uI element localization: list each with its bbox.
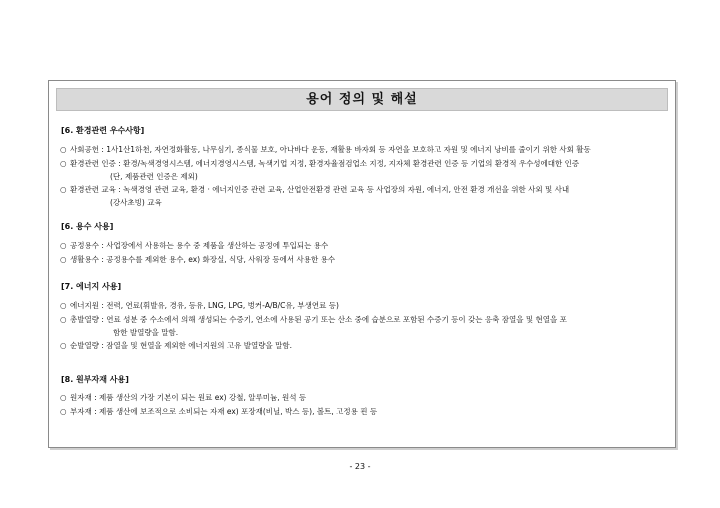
list-item-text: 순발열량 : 잠열을 및 현열을 제외한 에너지원의 고유 발열량을 말함. [70, 341, 292, 350]
list-item-text: 생활용수 : 공정용수를 제외한 용수, ex) 화장실, 식당, 사워장 등에서 사용한 용수 [70, 255, 336, 264]
list-item-continuation: (강사초빙) 교육 [110, 198, 162, 207]
list-item [60, 241, 328, 251]
list-item [60, 341, 292, 351]
bullet-icon: ○ [60, 159, 67, 168]
list-item-continuation: 함한 발열량을 말함. [113, 328, 179, 337]
list-item-text: 부자재 : 제품 생산에 보조적으로 소비되는 자재 ex) 포장재(비닐, 박스 등), 볼트, 고정용 핀 등 [70, 407, 378, 416]
list-item-text: 원자재 : 제품 생산의 가장 기본이 되는 원료 ex) 강철, 알루미늄, 원석 등 [70, 393, 307, 402]
bullet-icon: ○ [60, 407, 67, 416]
list-item-text: 에너지원 : 전력, 연료(휘발유, 경유, 등유, LNG, LPG, 벙커-A/B/C유, 부생연료 등) [70, 301, 339, 310]
list-item [60, 315, 567, 325]
section-heading: [7. 에너지 사용] [61, 282, 122, 291]
list-item-text: 환경관련 교육 : 녹색경영 관련 교육, 환경 · 에너지인증 관련 교육, 산업안전환경 관련 교육 등 사업장의 자원, 에너지, 안전 환경 개선을 위한 사외 및 사내 [70, 185, 570, 194]
list-item-text: 공정용수 : 사업장에서 사용하는 용수 중 제품을 생산하는 공정에 투입되는 용수 [70, 241, 329, 250]
bullet-icon: ○ [60, 301, 67, 310]
list-item-text: 사회공헌 : 1사1산1하천, 자연정화활동, 나무심기, 종식물 보호, 아나바다 운동, 재활용 바자회 등 자연을 보호하고 자원 및 에너지 낭비를 줄이기 위한 사회 활동 [70, 145, 591, 154]
list-item [60, 393, 306, 403]
section-heading: [8. 원부자재 사용] [61, 375, 129, 384]
page-number: - 23 - [349, 462, 371, 471]
section-heading: [6. 환경관련 우수사항] [61, 126, 145, 135]
list-item [60, 255, 335, 265]
bullet-icon: ○ [60, 255, 67, 264]
list-item [60, 301, 339, 311]
bullet-icon: ○ [60, 393, 67, 402]
bullet-icon: ○ [60, 341, 67, 350]
list-item [60, 145, 591, 155]
bullet-icon: ○ [60, 241, 67, 250]
list-item-text: 총발열량 : 연료 성분 중 수소에서 의해 생성되는 수증기, 연소에 사용된 공기 또는 산소 중에 습분으로 포함된 수증기 등이 갖는 응축 잠열을 및 현열을 포 [70, 315, 567, 324]
page-title: 용어 정의 및 해설 [56, 88, 668, 111]
list-item-text: 환경관련 인증 : 환경/녹색경영시스템, 에너지경영시스템, 녹색기업 지정, 환경자율점검업소 지정, 지자체 환경관련 인증 등 기업의 환경적 우수성에대한 인증 [70, 159, 580, 168]
list-item [60, 185, 569, 195]
list-item [60, 407, 377, 417]
bullet-icon: ○ [60, 145, 67, 154]
section-heading: [6. 용수 사용] [61, 222, 114, 231]
bullet-icon: ○ [60, 315, 67, 324]
bullet-icon: ○ [60, 185, 67, 194]
list-item-continuation: (단, 제품관련 인증은 제외) [110, 172, 198, 181]
list-item [60, 159, 579, 169]
